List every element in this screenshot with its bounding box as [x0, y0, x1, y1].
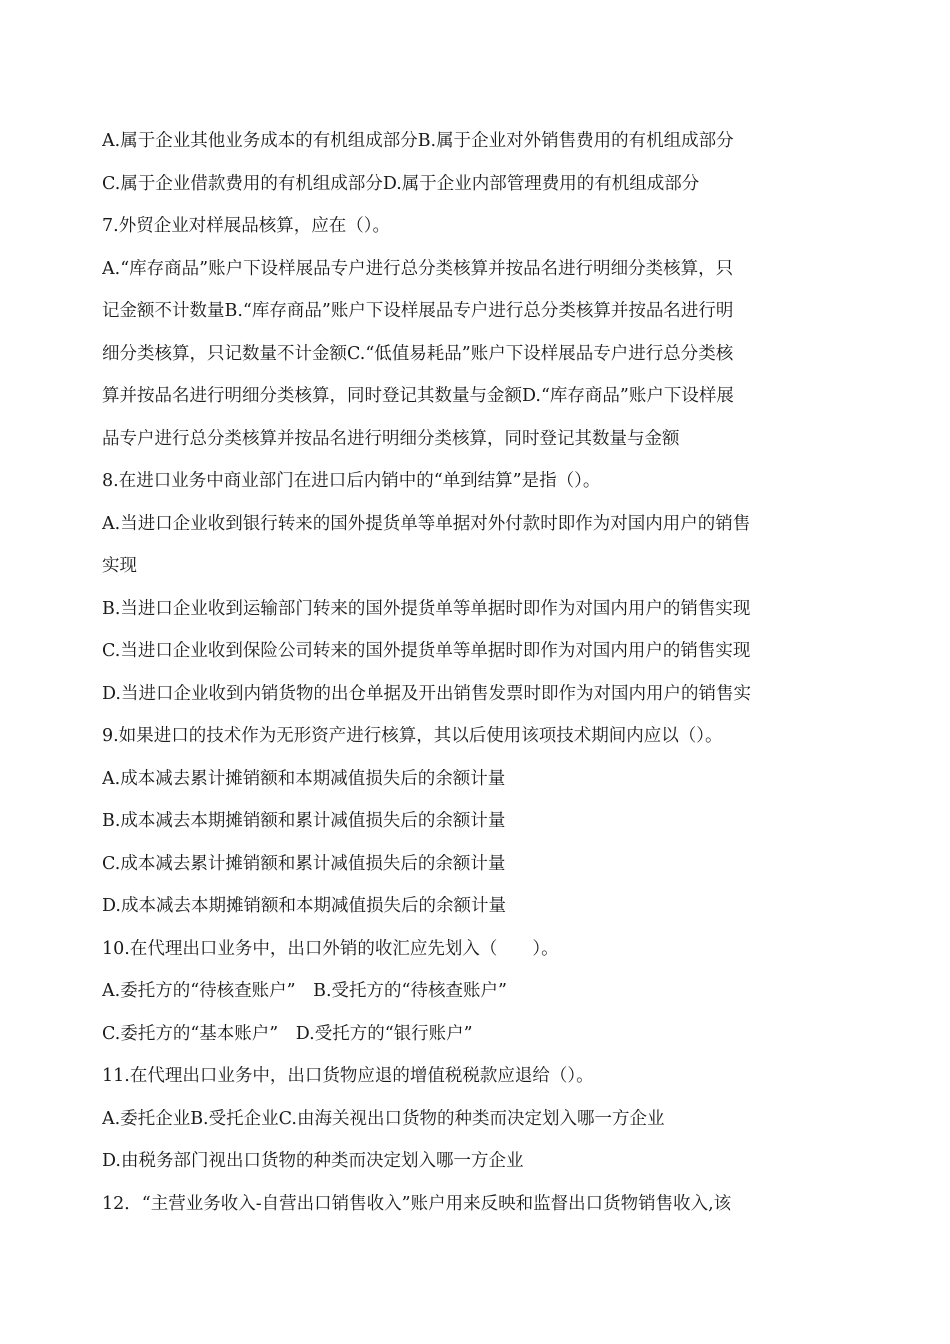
- text-line: C.属于企业借款费用的有机组成部分D.属于企业内部管理费用的有机组成部分: [102, 173, 700, 194]
- text-line: D.由税务部门视出口货物的种类而决定划入哪一方企业: [102, 1151, 524, 1171]
- text-line: A.“库存商品”账户下设样展品专户进行总分类核算并按品名进行明细分类核算，只: [102, 258, 734, 279]
- text-line: A.委托企业B.受托企业C.由海关视出口货物的种类而决定划入哪一方企业: [102, 1108, 665, 1129]
- text-line: C.当进口企业收到保险公司转来的国外提货单等单据时即作为对国内用户的销售实现: [102, 641, 751, 661]
- question-7: 7.外贸企业对样展品核算，应在（）。: [102, 216, 390, 236]
- question-10: 10.在代理出口业务中，出口外销的收汇应先划入（ ）。: [102, 938, 559, 959]
- text-line: 记金额不计数量B.“库存商品”账户下设样展品专户进行总分类核算并按品名进行明: [102, 301, 734, 321]
- text-line: A.委托方的“待核查账户” B.受托方的“待核查账户”: [102, 981, 507, 1001]
- text-line: B.当进口企业收到运输部门转来的国外提货单等单据时即作为对国内用户的销售实现: [102, 598, 751, 619]
- text-line: A.属于企业其他业务成本的有机组成部分B.属于企业对外销售费用的有机组成部分: [102, 131, 734, 151]
- question-8: 8.在进口业务中商业部门在进口后内销中的“单到结算”是指（）。: [102, 471, 601, 491]
- text-line: 实现: [102, 556, 137, 576]
- text-line: C.委托方的“基本账户” D.受托方的“银行账户”: [102, 1023, 473, 1044]
- text-line: D.成本减去本期摊销额和本期减值损失后的余额计量: [102, 896, 506, 916]
- text-line: C.成本减去累计摊销额和累计减值损失后的余额计量: [102, 853, 506, 874]
- text-line: 品专户进行总分类核算并按品名进行明细分类核算，同时登记其数量与金额: [102, 428, 680, 449]
- text-line: 细分类核算，只记数量不计金额C.“低值易耗品”账户下设样展品专户进行总分类核: [102, 343, 734, 364]
- text-line: 算并按品名进行明细分类核算，同时登记其数量与金额D.“库存商品”账户下设样展: [102, 386, 734, 406]
- question-12: 12．“主营业务收入-自营出口销售收入”账户用来反映和监督出口货物销售收入,该: [102, 1193, 732, 1214]
- text-line: D.当进口企业收到内销货物的出仓单据及开出销售发票时即作为对国内用户的销售实: [102, 683, 751, 704]
- text-line: A.成本减去累计摊销额和本期减值损失后的余额计量: [102, 768, 506, 789]
- text-line: B.成本减去本期摊销额和累计减值损失后的余额计量: [102, 811, 506, 831]
- question-9: 9.如果进口的技术作为无形资产进行核算，其以后使用该项技术期间内应以（）。: [102, 726, 723, 746]
- text-line: A.当进口企业收到银行转来的国外提货单等单据对外付款时即作为对国内用户的销售: [102, 513, 751, 534]
- document-body: [102, 120, 822, 1225]
- question-11: 11.在代理出口业务中，出口货物应退的增值税税款应退给（）。: [102, 1066, 594, 1086]
